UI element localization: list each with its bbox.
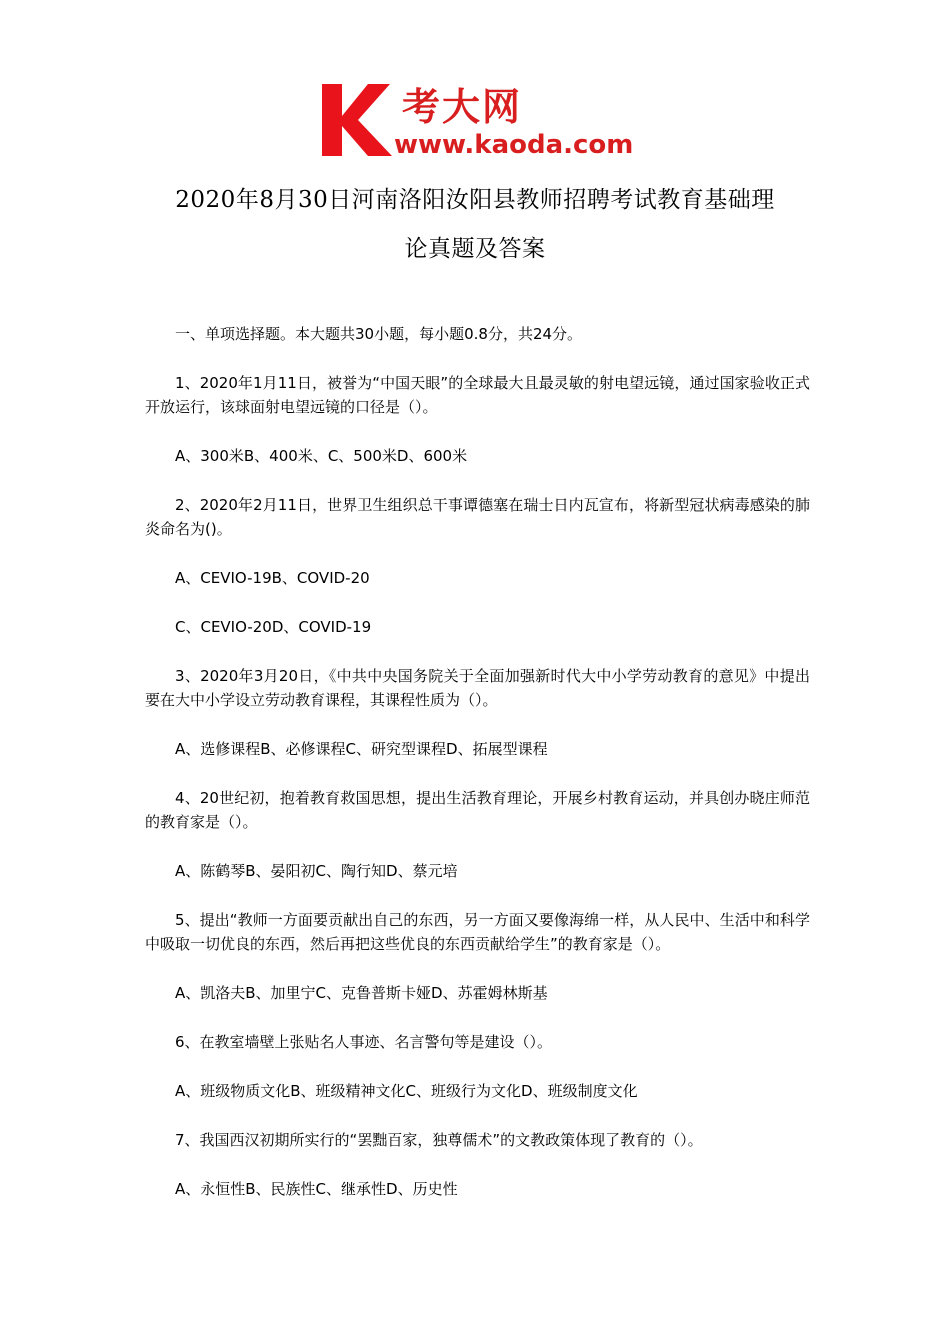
document-title <box>140 176 810 274</box>
question-6: 6、在教室墙壁上张贴名人事迹、名言警句等是建设（）。 <box>175 1033 553 1051</box>
question-2-options-c: C、CEVIO-20D、COVID-19 <box>175 618 372 636</box>
question-5-options: A、凯洛夫B、加里宁C、克鲁普斯卡娅D、苏霍姆林斯基 <box>175 984 548 1002</box>
question-1: 1、2020年1月11日，被誉为“中国天眼”的全球最大且最灵敏的射电望远镜，通过国家验收正式开放运行，该球面射电望远镜的口径是（）。 <box>145 374 810 416</box>
question-3: 3、2020年3月20日，《中共中央国务院关于全面加强新时代大中小学劳动教育的意见》中提出要在大中小学设立劳动教育课程，其课程性质为（）。 <box>145 667 810 709</box>
question-4: 4、20世纪初，抱着教育救国思想，提出生活教育理论，开展乡村教育运动，并具创办晓庄师范的教育家是（）。 <box>145 789 810 831</box>
question-2: 2、2020年2月11日，世界卫生组织总干事谭德塞在瑞士日内瓦宣布，将新型冠状病毒感染的肺炎命名为()。 <box>145 496 810 538</box>
question-1-options: A、300米B、400米、C、500米D、600米 <box>175 447 468 465</box>
kaoda-logo <box>318 80 638 160</box>
kaoda-logo-graphic <box>318 80 638 160</box>
question-4-options: A、陈鹤琴B、晏阳初C、陶行知D、蔡元培 <box>175 862 458 880</box>
section-heading: 一、单项选择题。本大题共30小题，每小题0.8分，共24分。 <box>175 325 583 343</box>
question-2-options-a: A、CEVIO-19B、COVID-20 <box>175 569 370 587</box>
svg-text:考大网: 考大网 <box>402 85 523 129</box>
title-line-2: 论真题及答案 <box>404 236 546 262</box>
title-line-1: 2020年8月30日河南洛阳汝阳县教师招聘考试教育基础理 <box>175 187 775 213</box>
svg-text:www.kaoda.com: www.kaoda.com <box>394 130 634 160</box>
question-7: 7、我国西汉初期所实行的“罢黜百家，独尊儒术”的文教政策体现了教育的（）。 <box>175 1131 703 1149</box>
question-7-options: A、永恒性B、民族性C、继承性D、历史性 <box>175 1180 458 1198</box>
question-6-options: A、班级物质文化B、班级精神文化C、班级行为文化D、班级制度文化 <box>175 1082 638 1100</box>
question-5: 5、提出“教师一方面要贡献出自己的东西，另一方面又要像海绵一样，从人民中、生活中和科学中吸取一切优良的东西，然后再把这些优良的东西贡献给学生”的教育家是（）。 <box>145 911 810 953</box>
question-3-options: A、选修课程B、必修课程C、研究型课程D、拓展型课程 <box>175 740 548 758</box>
document-body <box>145 322 810 1226</box>
